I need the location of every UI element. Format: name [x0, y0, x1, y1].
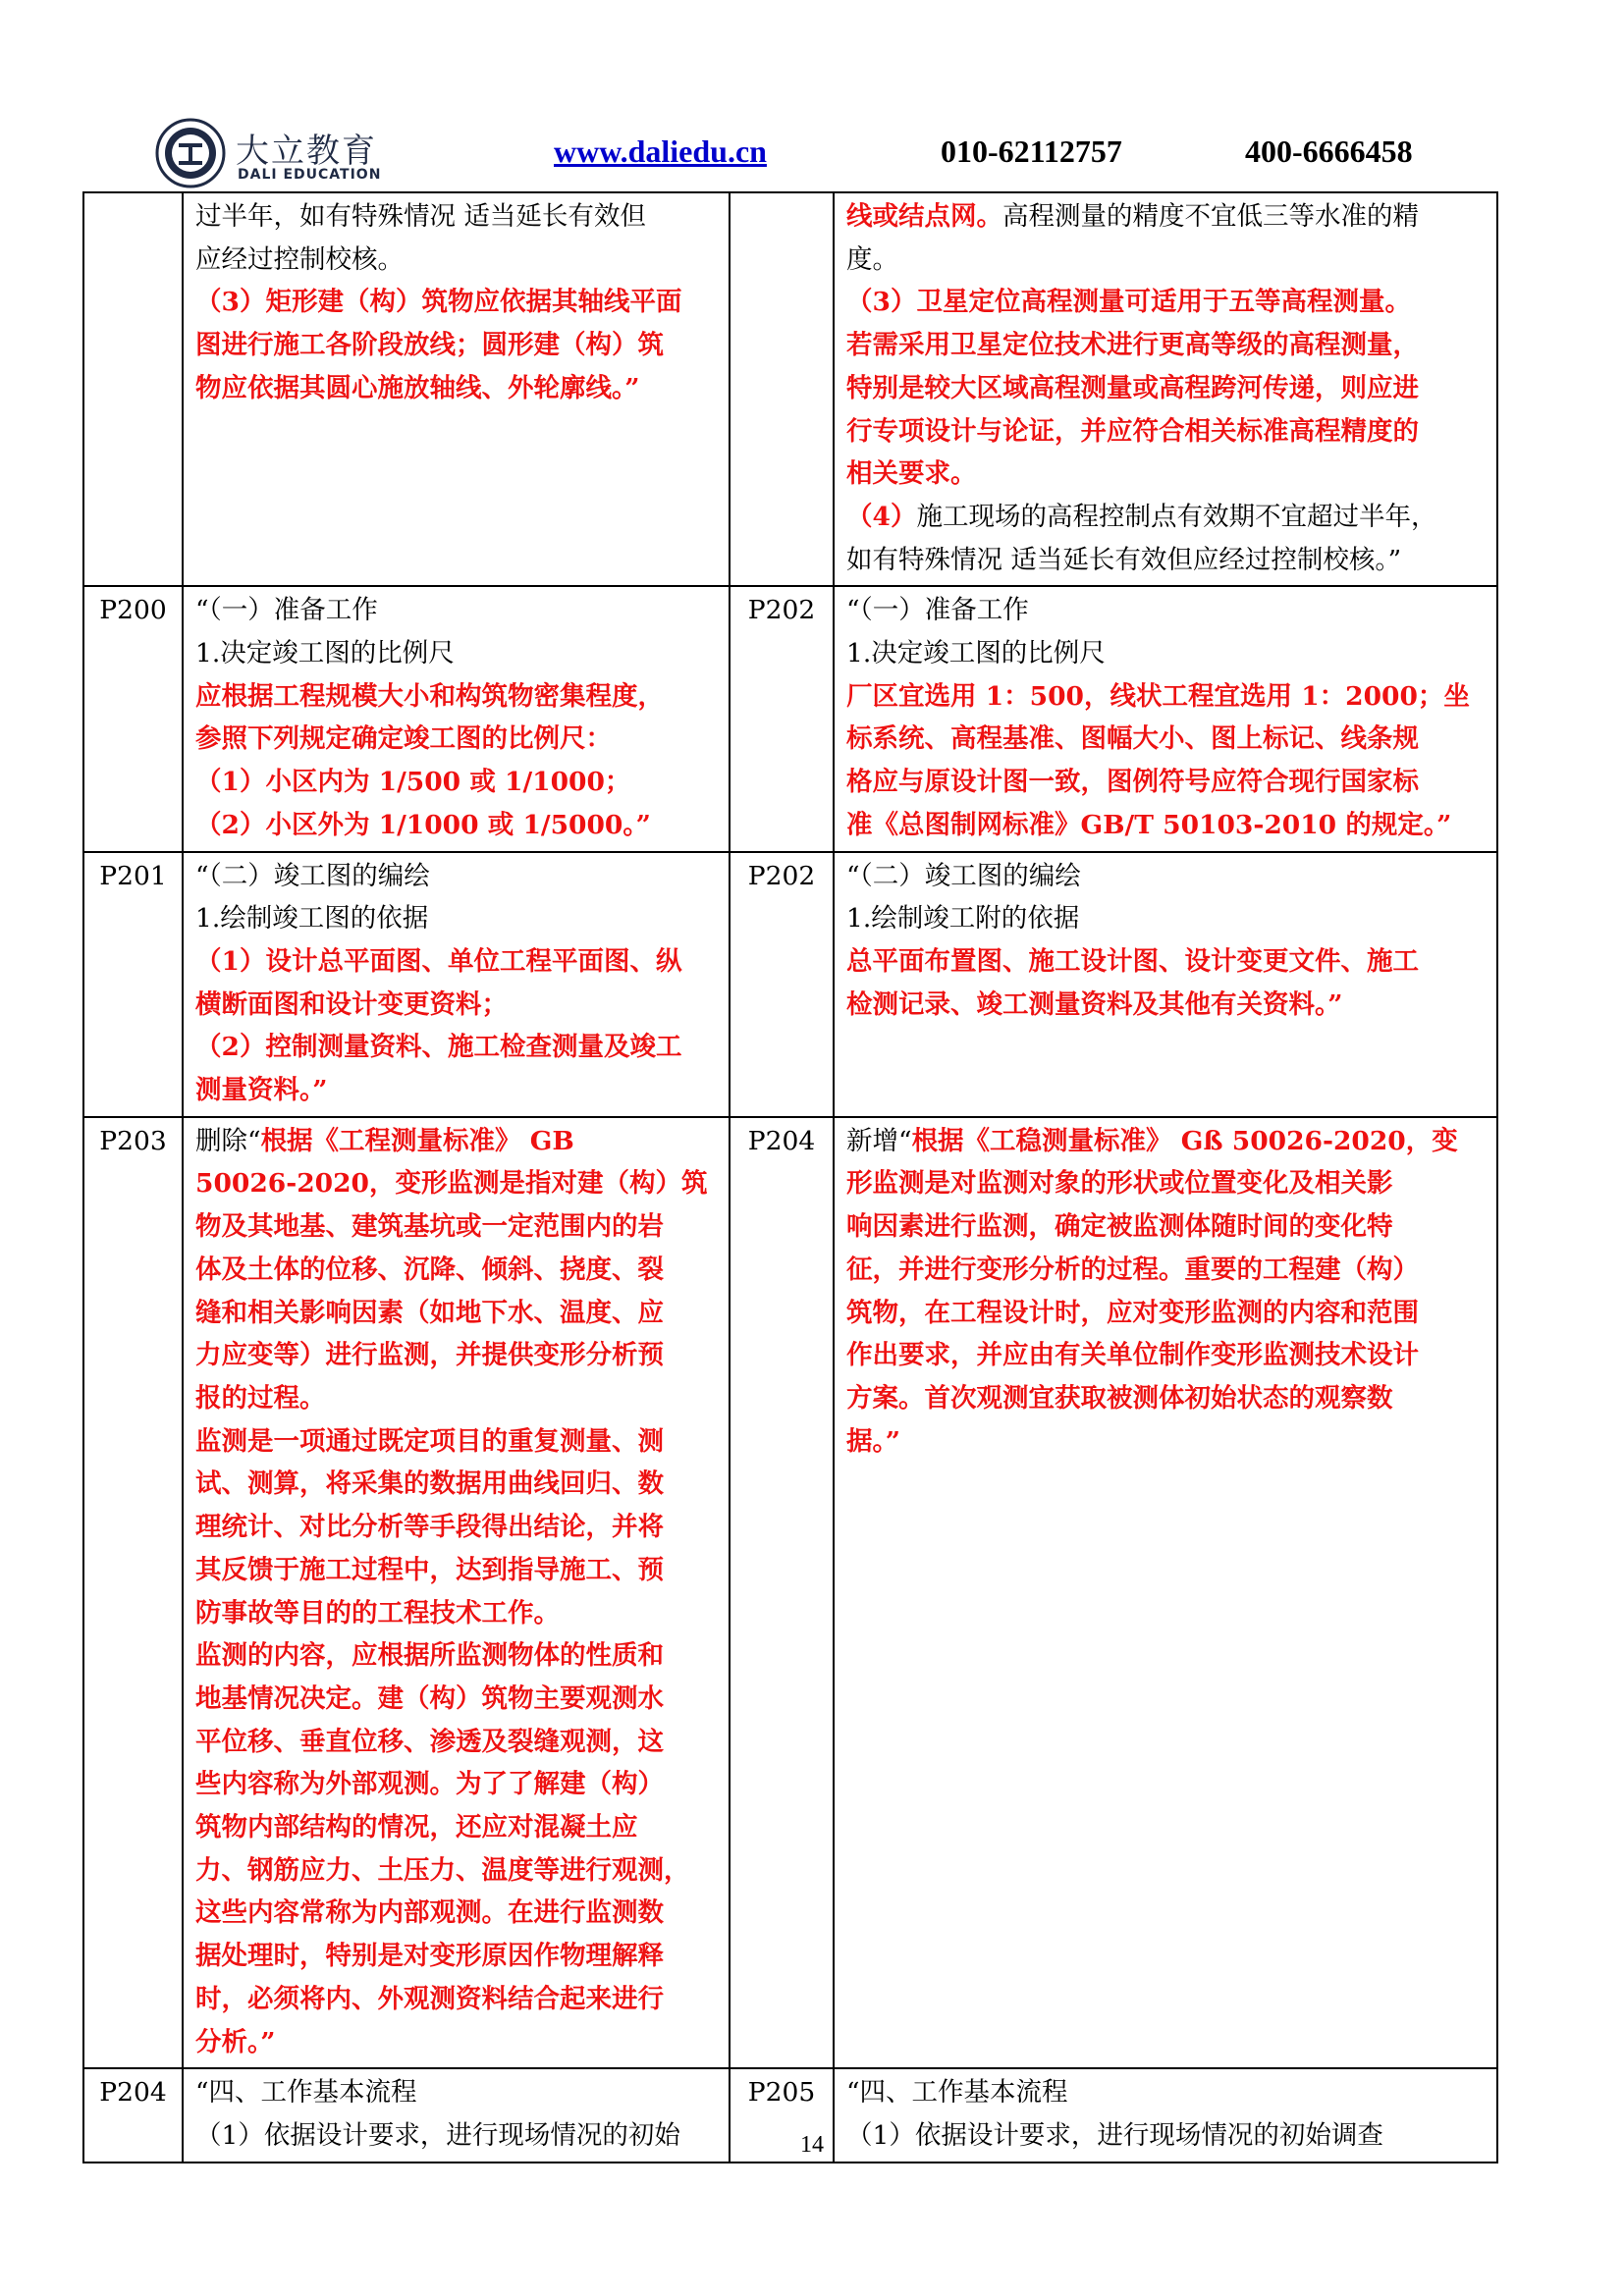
old-content-cell — [183, 852, 730, 1117]
table-row — [83, 192, 1497, 586]
new-page-cell: P202 — [730, 852, 834, 1117]
left-text-line: 地基情况决定。建（构）筑物主要观测水 — [195, 1682, 664, 1714]
left-text-line: 体及土体的位移、沉降、倾斜、挠度、裂 — [195, 1254, 664, 1285]
right-text-line: 格应与原设计图一致，图例符号应符合现行国家标 — [846, 767, 1419, 798]
dali-logo-icon — [155, 118, 226, 188]
old-content-cell — [183, 586, 730, 851]
right-text-line: 筑物，在工程设计时，应对变形监测的内容和范围 — [846, 1297, 1419, 1328]
table-row — [83, 1117, 1497, 2068]
left-text-line: 1.绘制竣工图的依据 — [195, 903, 429, 934]
right-text-line: 总平面布置图、施工设计图、设计变更文件、施工 — [846, 945, 1419, 977]
brand-name: 大立教育 — [236, 132, 377, 171]
new-page-cell — [730, 192, 834, 586]
old-page-cell: P203 — [83, 1117, 183, 2068]
old-page-cell — [83, 192, 183, 586]
phone-number-2: 400-6666458 — [1245, 133, 1413, 169]
right-text-line: 若需采用卫星定位技术进行更高等级的高程测量， — [846, 330, 1419, 361]
left-text-line: 报的过程。 — [195, 1382, 326, 1414]
left-text-line: 图进行施工各阶段放线；圆形建（构）筑 — [195, 330, 664, 361]
left-text-line: “四、工作基本流程 — [195, 2077, 417, 2109]
right-text-line: 1.绘制竣工附的依据 — [846, 903, 1080, 934]
left-text-line: 参照下列规定确定竣工图的比例尺： — [195, 723, 612, 755]
right-text-line: 征，并进行变形分析的过程。重要的工程建（构） — [846, 1254, 1419, 1285]
left-text-line: 些内容称为外部观测。为了了解建（构） — [195, 1769, 664, 1800]
right-text-line: （1）依据设计要求，进行现场情况的初始调查 — [846, 2119, 1383, 2151]
right-text-line: 相关要求。 — [846, 458, 977, 490]
old-page-cell: P204 — [83, 2068, 183, 2162]
left-text-line: （1）设计总平面图、单位工程平面图、纵 — [195, 945, 682, 977]
left-text-line: 平位移、垂直位移、渗透及裂缝观测，这 — [195, 1726, 664, 1757]
right-text-line: “四、工作基本流程 — [846, 2077, 1068, 2109]
left-text-line: 试、测算，将采集的数据用曲线回归、数 — [195, 1468, 664, 1500]
left-text-line: “（二）竣工图的编绘 — [195, 860, 430, 891]
left-text-line: 测量资料。” — [195, 1075, 328, 1106]
left-text-line: 监测的内容，应根据所监测物体的性质和 — [195, 1640, 664, 1672]
right-text-line: 1.决定竣工图的比例尺 — [846, 638, 1106, 669]
right-text-line: 特别是较大区域高程测量或高程跨河传递，则应进 — [846, 372, 1419, 403]
right-text-line: 厂区宜选用 1：500，线状工程宜选用 1：2000；坐 — [846, 680, 1470, 712]
right-text-line: 响因素进行监测，确定被监测体随时间的变化特 — [846, 1211, 1393, 1243]
right-text-line: 检测记录、竣工测量资料及其他有关资料。” — [846, 988, 1343, 1020]
table-row — [83, 852, 1497, 1117]
left-text-line: （2）小区外为 1/1000 或 1/5000。” — [195, 809, 651, 840]
right-text-line: （4）施工现场的高程控制点有效期不宜超过半年， — [846, 501, 1437, 532]
right-text-line: 形监测是对监测对象的形状或位置变化及相关影 — [846, 1168, 1393, 1200]
new-page-cell: P204 — [730, 1117, 834, 2068]
left-text-line: 其反馈于施工过程中，达到指导施工、预 — [195, 1554, 664, 1585]
left-text-line: （1）小区内为 1/500 或 1/1000； — [195, 767, 631, 798]
right-text-line: 新增“根据《工稳测量标准》 Gß 50026-2020，变 — [846, 1125, 1458, 1156]
right-text-line: “（二）竣工图的编绘 — [846, 860, 1081, 891]
left-text-line: “（一）准备工作 — [195, 595, 378, 626]
right-text-line: 线或结点网。高程测量的精度不宜低三等水准的精 — [846, 201, 1419, 232]
right-text-line: “（一）准备工作 — [846, 595, 1029, 626]
right-text-line: 行专项设计与论证，并应符合相关标准高程精度的 — [846, 415, 1419, 447]
brand-subtitle: DALI EDUCATION — [238, 167, 382, 183]
left-text-line: 理统计、对比分析等手段得出结论，并将 — [195, 1512, 664, 1543]
right-text-line: 度。 — [846, 243, 898, 275]
page-header — [155, 116, 1432, 189]
table-row — [83, 586, 1497, 851]
website-link[interactable]: www.daliedu.cn — [554, 133, 767, 169]
left-text-line: 物应依据其圆心施放轴线、外轮廓线。” — [195, 372, 640, 403]
right-text-line: （3）卫星定位高程测量可适用于五等高程测量。 — [846, 287, 1411, 318]
right-text-line: 方案。首次观测宜获取被测体初始状态的观察数 — [846, 1382, 1393, 1414]
left-text-line: （1）依据设计要求，进行现场情况的初始 — [195, 2119, 680, 2151]
new-content-cell — [834, 1117, 1497, 2068]
right-text-line: 作出要求，并应由有关单位制作变形监测技术设计 — [846, 1340, 1419, 1371]
left-text-line: 横断面图和设计变更资料； — [195, 988, 508, 1020]
old-content-cell — [183, 1117, 730, 2068]
left-text-line: 删除“根据《工程测量标准》 GB — [195, 1125, 574, 1156]
left-text-line: （3）矩形建（构）筑物应依据其轴线平面 — [195, 287, 682, 318]
new-content-cell — [834, 192, 1497, 586]
new-content-cell — [834, 852, 1497, 1117]
new-page-cell: P205 — [730, 2068, 834, 2162]
left-text-line: 这些内容常称为内部观测。在进行监测数 — [195, 1897, 664, 1929]
revision-comparison-table — [82, 191, 1498, 2163]
left-text-line: 时，必须将内、外观测资料结合起来进行 — [195, 1983, 664, 2014]
phone-number-1: 010-62112757 — [941, 133, 1122, 169]
left-text-line: 物及其地基、建筑基坑或一定范围内的岩 — [195, 1211, 664, 1243]
old-content-cell — [183, 192, 730, 586]
new-page-cell: P202 — [730, 586, 834, 851]
left-text-line: 应经过控制校核。 — [195, 243, 404, 275]
old-page-cell: P200 — [83, 586, 183, 851]
left-text-line: 筑物内部结构的情况，还应对混凝土应 — [195, 1812, 638, 1843]
left-text-line: 应根据工程规模大小和构筑物密集程度， — [195, 680, 664, 712]
old-page-cell: P201 — [83, 852, 183, 1117]
right-text-line: 如有特殊情况 适当延长有效但应经过控制校核。” — [846, 544, 1402, 575]
right-text-line: 标系统、高程基准、图幅大小、图上标记、线条规 — [846, 723, 1419, 755]
table-body — [83, 192, 1497, 2163]
left-text-line: （2）控制测量资料、施工检查测量及竣工 — [195, 1032, 682, 1063]
left-text-line: 力、钢筋应力、土压力、温度等进行观测， — [195, 1854, 690, 1886]
left-text-line: 缝和相关影响因素（如地下水、温度、应 — [195, 1297, 664, 1328]
left-text-line: 50026-2020，变形监测是指对建（构）筑 — [195, 1168, 708, 1200]
left-text-line: 监测是一项通过既定项目的重复测量、测 — [195, 1425, 664, 1457]
left-text-line: 据处理时，特别是对变形原因作物理解释 — [195, 1941, 664, 1972]
right-text-line: 准《总图制网标准》GB/T 50103-2010 的规定。” — [846, 809, 1452, 840]
left-text-line: 过半年，如有特殊情况 适当延长有效但 — [195, 201, 646, 232]
left-text-line: 1.决定竣工图的比例尺 — [195, 638, 455, 669]
page-number: 14 — [800, 2132, 824, 2158]
right-text-line: 据。” — [846, 1425, 900, 1457]
left-text-line: 防事故等目的的工程技术工作。 — [195, 1597, 560, 1629]
left-text-line: 力应变等）进行监测，并提供变形分析预 — [195, 1340, 664, 1371]
left-text-line: 分析。” — [195, 2026, 276, 2057]
new-content-cell — [834, 586, 1497, 851]
